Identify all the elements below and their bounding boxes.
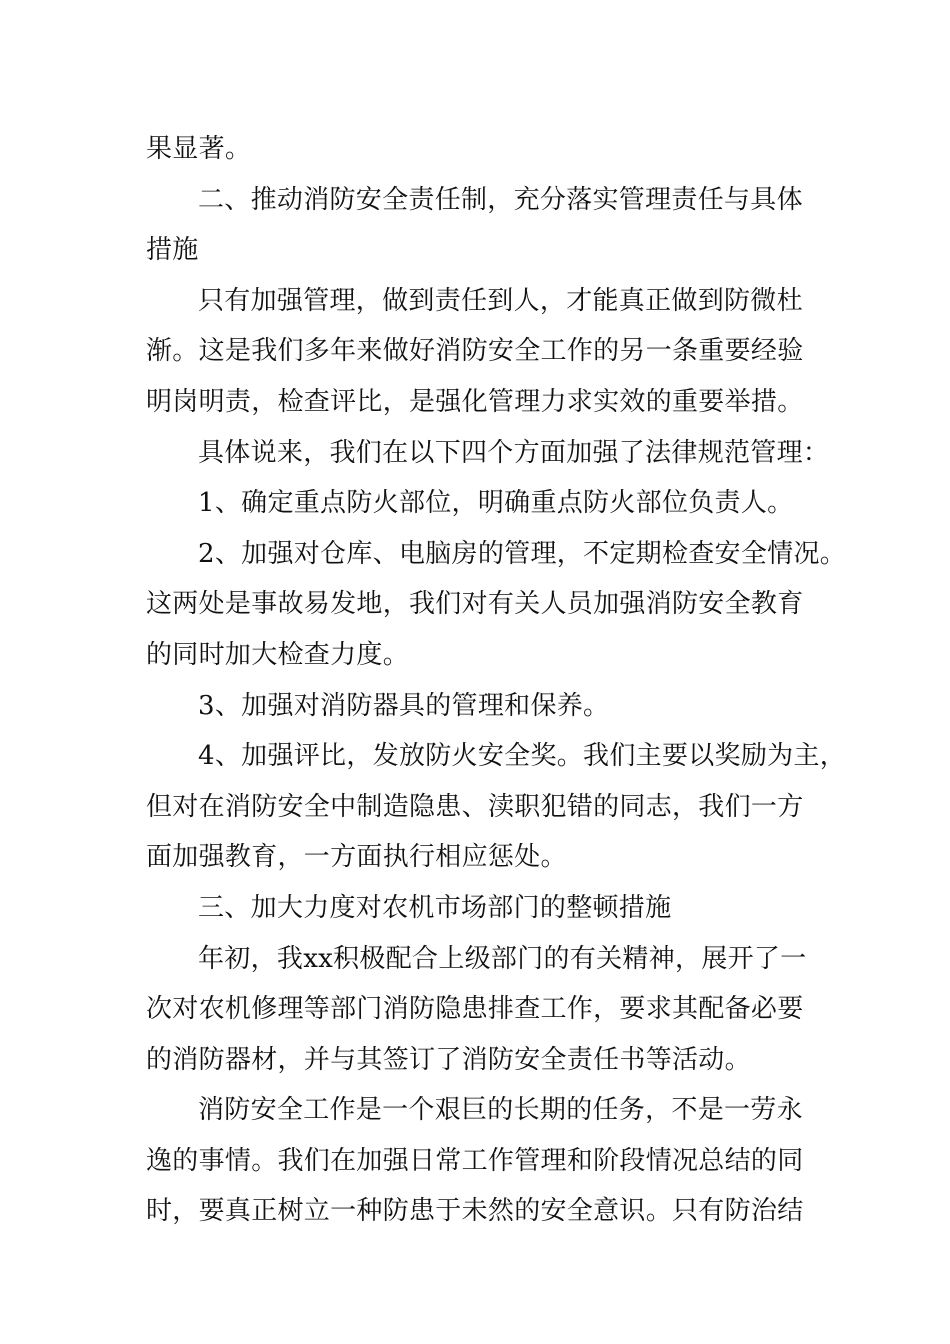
text-line: 明岗明责，检查评比，是强化管理力求实效的重要举措。: [146, 386, 804, 417]
list-item-3: 3、加强对消防器具的管理和保养。: [198, 690, 610, 721]
text-line: 措施: [146, 235, 199, 266]
paragraph-start: 具体说来，我们在以下四个方面加强了法律规范管理：: [198, 437, 830, 468]
document-body: [146, 124, 847, 1237]
text-line: 的同时加大检查力度。: [146, 639, 410, 670]
text-line: 的消防器材，并与其签订了消防安全责任书等活动。: [146, 1044, 751, 1075]
list-item-4: 4、加强评比，发放防火安全奖。我们主要以奖励为主，: [198, 741, 847, 772]
text-line: 次对农机修理等部门消防隐患排查工作，要求其配备必要: [146, 994, 804, 1025]
text-line: 面加强教育，一方面执行相应惩处。: [146, 842, 567, 873]
text-line: 但对在消防安全中制造隐患、渎职犯错的同志，我们一方: [146, 791, 804, 822]
text-line: 渐。这是我们多年来做好消防安全工作的另一条重要经验: [146, 336, 804, 367]
text-line: 逸的事情。我们在加强日常工作管理和阶段情况总结的同: [146, 1145, 804, 1176]
section-heading-2: 二、推动消防安全责任制，充分落实管理责任与具体: [198, 184, 803, 215]
paragraph-start: 只有加强管理，做到责任到人，才能真正做到防微杜: [198, 285, 803, 316]
list-item-1: 1、确定重点防火部位，明确重点防火部位负责人。: [198, 488, 794, 519]
text-line: 时，要真正树立一种防患于未然的安全意识。只有防治结: [146, 1196, 804, 1227]
paragraph-start: 消防安全工作是一个艰巨的长期的任务，不是一劳永: [198, 1095, 803, 1126]
text-line: 果显著。: [146, 134, 252, 164]
text-line: 这两处是事故易发地，我们对有关人员加强消防安全教育: [146, 589, 804, 620]
section-heading-3: 三、加大力度对农机市场部门的整顿措施: [198, 892, 672, 923]
paragraph-start: 年初，我xx积极配合上级部门的有关精神，展开了一: [198, 943, 807, 974]
list-item-2: 2、加强对仓库、电脑房的管理，不定期检查安全情况。: [198, 538, 847, 569]
